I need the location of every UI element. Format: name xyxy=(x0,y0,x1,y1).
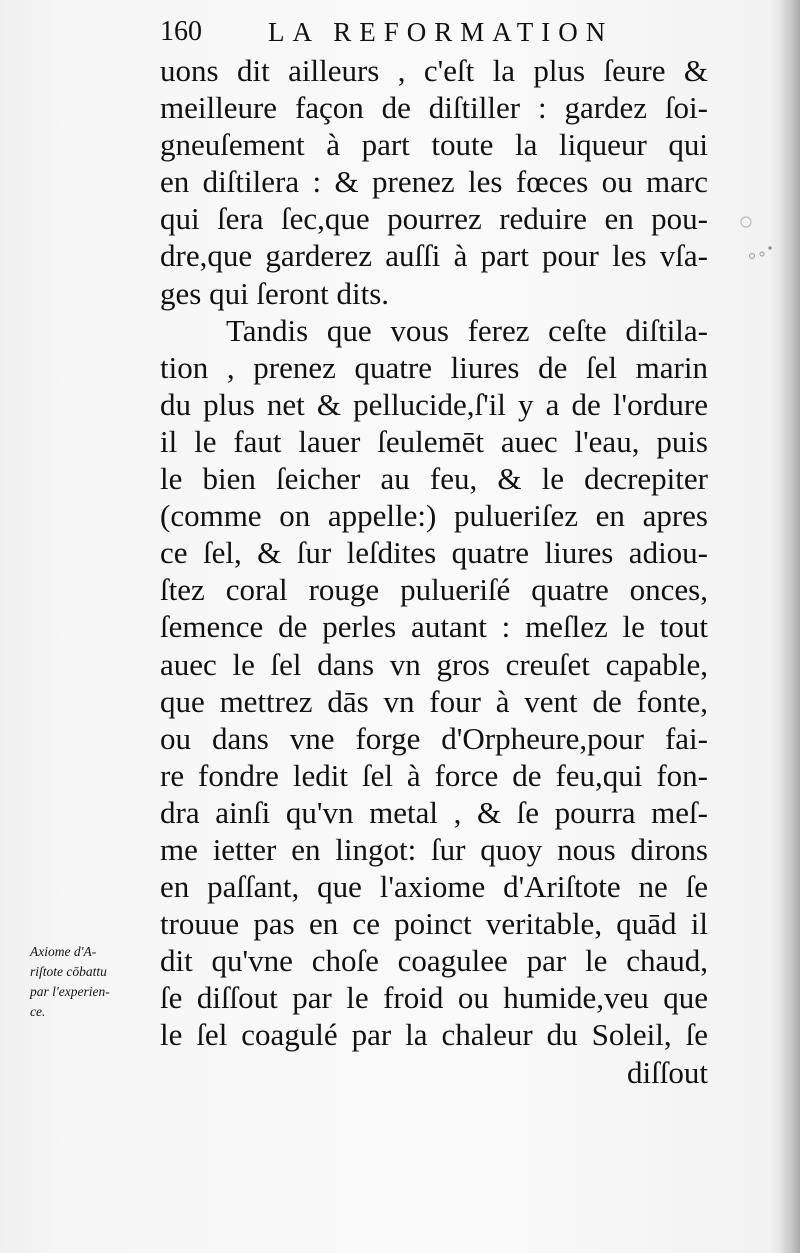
text-line: il le faut lauer ſeulemēt auec l'eau, puis xyxy=(160,423,708,459)
text-line: le bien ſeicher au feu, & le decrepiter xyxy=(160,461,708,497)
body-text xyxy=(160,52,708,1091)
text-line: qui ſera ſec,que pourrez reduire en pou- xyxy=(160,201,708,237)
text-line: uons dit ailleurs , c'eſt la plus ſeure & xyxy=(160,53,708,88)
catchword: diſſout xyxy=(627,1054,708,1090)
text-line: meilleure façon de diſtiller : gardez ſoi- xyxy=(160,90,708,126)
text-line: gneuſement à part toute la liqueur qui xyxy=(160,127,708,163)
text-line: tion , prenez quatre liures de ſel marin xyxy=(160,349,708,385)
page-number: 160 xyxy=(160,16,202,47)
text-line: auec le ſel dans vn gros creuſet capable, xyxy=(160,646,708,682)
text-line: (comme on appelle:) pulueriſez en apres xyxy=(160,498,708,534)
text-line: en diſtilera : & prenez les fœces ou marc xyxy=(160,164,708,200)
text-line: dra ainſi qu'vn metal , & ſe pourra meſ- xyxy=(160,794,708,830)
margin-note xyxy=(30,942,158,1022)
text-line: me ietter en lingot: ſur quoy nous dirons xyxy=(160,831,708,867)
margin-note-line: ce. xyxy=(30,1004,46,1019)
text-line: trouue pas en ce poinct veritable, quād il xyxy=(160,906,708,942)
text-line: ſemence de perles autant : meſlez le tout xyxy=(160,609,708,645)
text-line: que mettrez dās vn four à vent de fonte, xyxy=(160,683,708,719)
text-line: en paſſant, que l'axiome d'Ariſtote ne ſe xyxy=(160,869,708,905)
text-line: dre,que garderez auſſi à part pour les vſa- xyxy=(160,238,708,274)
text-line: ſe diſſout par le froid ou humide,veu que xyxy=(160,980,708,1016)
running-head: LA REFORMATION xyxy=(268,17,614,47)
ink-smudge-mark xyxy=(738,212,774,272)
text-line: dit qu'vne choſe coagulee par le chaud, xyxy=(160,943,708,979)
text-line: le ſel coagulé par la chaleur du Soleil, ſe xyxy=(160,1017,708,1053)
text-line: ges qui ſeront dits. xyxy=(160,275,390,311)
page-header xyxy=(160,14,620,50)
margin-note-line: riſtote cōbattu xyxy=(30,964,107,979)
margin-note-line: Axiome d'A- xyxy=(30,944,97,959)
text-line: Tandis que vous ferez ceſte diſtila- xyxy=(226,312,708,348)
text-line: re fondre ledit ſel à force de feu,qui fon- xyxy=(160,757,708,793)
text-line: ſtez coral rouge pulueriſé quatre onces, xyxy=(160,572,708,608)
text-line: ce ſel, & ſur leſdites quatre liures adiou- xyxy=(160,535,708,571)
spine-shadow xyxy=(778,0,800,1253)
margin-note-line: par l'experien- xyxy=(30,984,110,999)
text-line: du plus net & pellucide,ſ'il y a de l'ordure xyxy=(160,386,708,422)
text-line: ou dans vne forge d'Orpheure,pour fai- xyxy=(160,720,708,756)
